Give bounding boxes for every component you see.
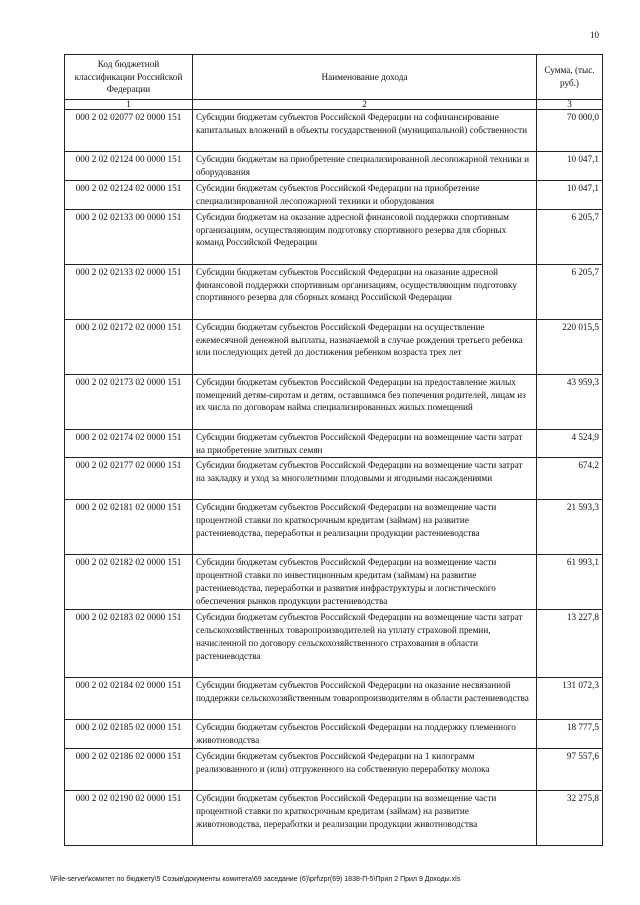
page-number: 10	[590, 30, 599, 40]
header-sum: Сумма, (тыс. руб.)	[537, 55, 603, 100]
table-row	[65, 264, 603, 319]
row-code: 000 2 02 02172 02 0000 151	[65, 319, 193, 374]
row-name: Субсидии бюджетам субъектов Российской Федерации на приобретение специализированной лесопожарной техники и оборудования	[193, 180, 537, 209]
row-name: Субсидии бюджетам субъектов Российской Федерации на оказание адресной финансовой поддержки спортивным организациям, осуществляющим подготовку спортивного резерва для сборных команд Российской Федерации	[193, 264, 537, 319]
column-number-1: 1	[65, 100, 193, 110]
row-code: 000 2 02 02181 02 0000 151	[65, 500, 193, 555]
row-name: Субсидии бюджетам субъектов Российской Федерации на возмещение части процентной ставки по краткосрочным кредитам (займам) на развитие животноводства, переработки и реализации продукции животноводства	[193, 791, 537, 846]
row-name: Субсидии бюджетам субъектов Российской Федерации на возмещение части затрат на закладку и уход за многолетними плодовыми и ягодными насаждениями	[193, 458, 537, 500]
table-row	[65, 720, 603, 749]
table-row	[65, 374, 603, 429]
row-name: Субсидии бюджетам субъектов Российской Федерации на софинансирование капитальных вложений в объекты государственной (муниципальной) собственности	[193, 110, 537, 152]
row-name: Субсидии бюджетам субъектов Российской Федерации на предоставление жилых помещений детям-сиротам и детям, оставшимся без попечения родителей, лицам из их числа по договорам найма специализированных жилых помещений	[193, 374, 537, 429]
table-row	[65, 678, 603, 720]
row-code: 000 2 02 02185 02 0000 151	[65, 720, 193, 749]
row-code: 000 2 02 02173 02 0000 151	[65, 374, 193, 429]
row-name: Субсидии бюджетам субъектов Российской Федерации на осуществление ежемесячной денежной выплаты, назначаемой в случае рождения третьего ребенка или последующих детей до достижения ребенком возраста трех лет	[193, 319, 537, 374]
row-amount: 61 993,1	[537, 555, 603, 610]
revenue-table	[64, 54, 603, 846]
row-amount: 6 205,7	[537, 209, 603, 264]
row-name: Субсидии бюджетам на оказание адресной финансовой поддержки спортивным организациям, осуществляющим подготовку спортивного резерва для сборных команд Российской Федерации	[193, 209, 537, 264]
table-row	[65, 209, 603, 264]
table-row	[65, 180, 603, 209]
row-amount: 10 047,1	[537, 152, 603, 181]
row-code: 000 2 02 02182 02 0000 151	[65, 555, 193, 610]
row-name: Субсидии бюджетам субъектов Российской Федерации на возмещение части процентной ставки по краткосрочным кредитам (займам) на развитие растениеводства, переработки и реализации продукции растениеводства	[193, 500, 537, 555]
header-code: Код бюджетной классификации Российской Федерации	[65, 55, 193, 100]
row-code: 000 2 02 02133 00 0000 151	[65, 209, 193, 264]
row-name: Субсидии бюджетам субъектов Российской Федерации на возмещение части затрат сельскохозяйственных товаропроизводителей на уплату страховой премии, начисленной по договору сельскохозяйственного страхования в области растениеводства	[193, 610, 537, 678]
row-code: 000 2 02 02186 02 0000 151	[65, 749, 193, 791]
row-amount: 21 593,3	[537, 500, 603, 555]
row-amount: 6 205,7	[537, 264, 603, 319]
row-name: Субсидии бюджетам субъектов Российской Федерации на оказание несвязанной поддержки сельскохозяйственным товаропроизводителям в области растениеводства	[193, 678, 537, 720]
table-row	[65, 500, 603, 555]
row-amount: 674,2	[537, 458, 603, 500]
header-name: Наименование дохода	[193, 55, 537, 100]
table-row	[65, 319, 603, 374]
row-name: Субсидии бюджетам на приобретение специализированной лесопожарной техники и оборудования	[193, 152, 537, 181]
column-number-3: 3	[537, 100, 603, 110]
row-name: Субсидии бюджетам субъектов Российской Федерации на возмещение части процентной ставки по инвестиционным кредитам (займам) на развитие растениеводства, переработки и развития инфраструктуры и логистического обеспечения рынков продукции растениеводства	[193, 555, 537, 610]
row-amount: 4 524,9	[537, 429, 603, 458]
row-code: 000 2 02 02190 02 0000 151	[65, 791, 193, 846]
row-name: Субсидии бюджетам субъектов Российской Федерации на 1 килограмм реализованного и (или) отгруженного на собственную переработку молока	[193, 749, 537, 791]
table-row	[65, 152, 603, 181]
file-path-footer: \\File-server\комитет по бюджету\5 Созыв\документы комитета\69 заседание (6)\prf\zpr(69) 1838-П-5\Прил 2 Прил 9 Доходы.xls	[50, 876, 461, 883]
row-code: 000 2 02 02124 00 0000 151	[65, 152, 193, 181]
row-code: 000 2 02 02174 02 0000 151	[65, 429, 193, 458]
row-code: 000 2 02 02077 02 0000 151	[65, 110, 193, 152]
row-amount: 220 015,5	[537, 319, 603, 374]
row-code: 000 2 02 02184 02 0000 151	[65, 678, 193, 720]
table-row	[65, 555, 603, 610]
table-row	[65, 749, 603, 791]
row-amount: 97 557,6	[537, 749, 603, 791]
table-row	[65, 458, 603, 500]
table-row	[65, 610, 603, 678]
row-amount: 43 959,3	[537, 374, 603, 429]
row-code: 000 2 02 02133 02 0000 151	[65, 264, 193, 319]
table-row	[65, 110, 603, 152]
row-amount: 131 072,3	[537, 678, 603, 720]
row-amount: 70 000,0	[537, 110, 603, 152]
row-name: Субсидии бюджетам субъектов Российской Федерации на поддержку племенного животноводства	[193, 720, 537, 749]
row-code: 000 2 02 02183 02 0000 151	[65, 610, 193, 678]
column-number-row	[65, 100, 603, 110]
row-code: 000 2 02 02124 02 0000 151	[65, 180, 193, 209]
table-row	[65, 791, 603, 846]
column-number-2: 2	[193, 100, 537, 110]
row-name: Субсидии бюджетам субъектов Российской Федерации на возмещение части затрат на приобретение элитных семян	[193, 429, 537, 458]
row-amount: 32 275,8	[537, 791, 603, 846]
row-amount: 18 777,5	[537, 720, 603, 749]
row-amount: 13 227,8	[537, 610, 603, 678]
row-amount: 10 047,1	[537, 180, 603, 209]
row-code: 000 2 02 02177 02 0000 151	[65, 458, 193, 500]
table-row	[65, 429, 603, 458]
table-header-row	[65, 55, 603, 100]
